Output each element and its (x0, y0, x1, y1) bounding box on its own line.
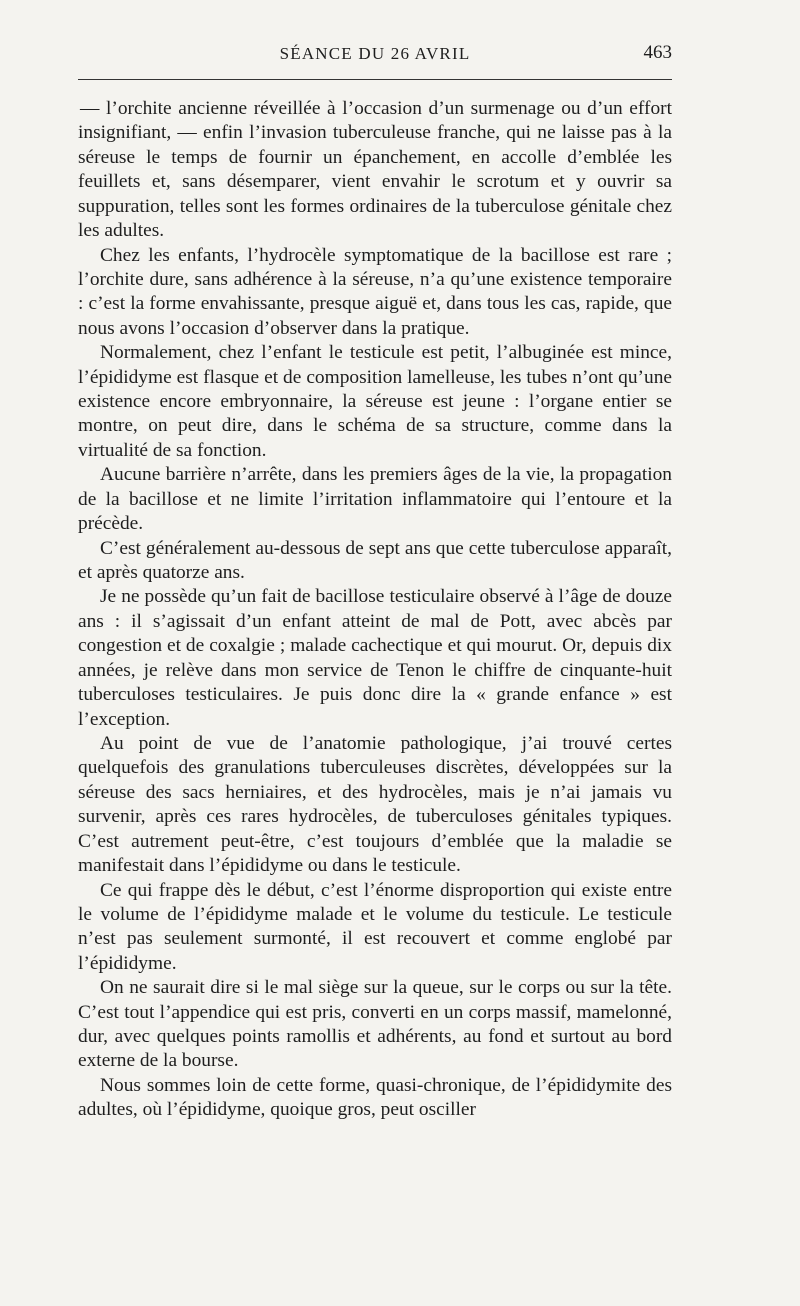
paragraph-2: Chez les enfants, l’hydrocèle symptomatique de la bacillose est rare ; l’orchite dure, sans adhérence à la séreuse, n’a qu’une existence temporaire : c’est la forme envahissante, presque aiguë et, dans tous les cas, rapide, que nous avons l’occasion d’observer dans la pratique. (78, 244, 672, 339)
paragraph-5: C’est généralement au-dessous de sept ans que cette tuberculose apparaît, et après quatorze ans. (78, 537, 672, 584)
paragraph-4: Aucune barrière n’arrête, dans les premiers âges de la vie, la propagation de la bacillose et ne limite l’irritation inflammatoire qui l’entoure et la précède. (78, 464, 672, 535)
page-number: 463 (643, 42, 672, 63)
paragraph-7: Au point de vue de l’anatomie pathologique, j’ai trouvé certes quelquefois des granulations tuberculeuses discrètes, développées sur la séreuse des sacs herniaires, et des hydrocèles, mais je n’ai jamais vu survenir, après ces rares hydrocèles, de tuberculoses génitales typiques. C’est autrement peut-être, c’est toujours d’emblée que la maladie se manifestait dans l’épididyme ou dans le testicule. (78, 732, 672, 877)
paragraph-6: Je ne possède qu’un fait de bacillose testiculaire observé à l’âge de douze ans : il s’agissait d’un enfant atteint de mal de Pott, avec abcès par congestion et de coxalgie ; malade cachectique et qui mourut. Or, depuis dix années, je relève dans mon service de Tenon le chiffre de cinquante-huit tuberculoses testiculaires. Je puis donc dire la « grande enfance » est l’exception. (78, 586, 672, 730)
paragraph-9: On ne saurait dire si le mal siège sur la queue, sur le corps ou sur la tête. C’est tout l’appendice qui est pris, converti en un corps massif, mamelonné, dur, avec quelques points ramollis et adhérents, au fond et surtout au bord externe de la bourse. (78, 977, 672, 1072)
paragraph-1: — l’orchite ancienne réveillée à l’occasion d’un surmenage ou d’un effort insignifiant, — enfin l’invasion tuberculeuse franche, qui ne laisse pas à la séreuse le temps de fournir un épanchement, en accolle d’emblée les feuillets et, sans désemparer, vient envahir le scrotum et y ouvrir sa suppuration, telles sont les formes ordinaires de la tuberculose génitale chez les adultes. (78, 98, 672, 242)
header-rule (78, 79, 672, 80)
running-title: SÉANCE DU 26 AVRIL (279, 44, 471, 63)
body-text (78, 97, 672, 1123)
running-head (78, 42, 672, 72)
paragraph-10: Nous sommes loin de cette forme, quasi-chronique, de l’épididymite des adultes, où l’épididyme, quoique gros, peut osciller (78, 1074, 672, 1121)
paragraph-3: Normalement, chez l’enfant le testicule est petit, l’albuginée est mince, l’épididyme est flasque et de composition lamelleuse, les tubes n’ont qu’une existence encore embryonnaire, la séreuse est jeune : l’organe entier se montre, on peut dire, dans le schéma de sa structure, comme dans la virtualité de sa fonction. (78, 342, 672, 461)
paragraph-8: Ce qui frappe dès le début, c’est l’énorme disproportion qui existe entre le volume de l’épididyme malade et le volume du testicule. Le testicule n’est pas seulement surmonté, il est recouvert et comme englobé par l’épididyme. (78, 879, 672, 974)
